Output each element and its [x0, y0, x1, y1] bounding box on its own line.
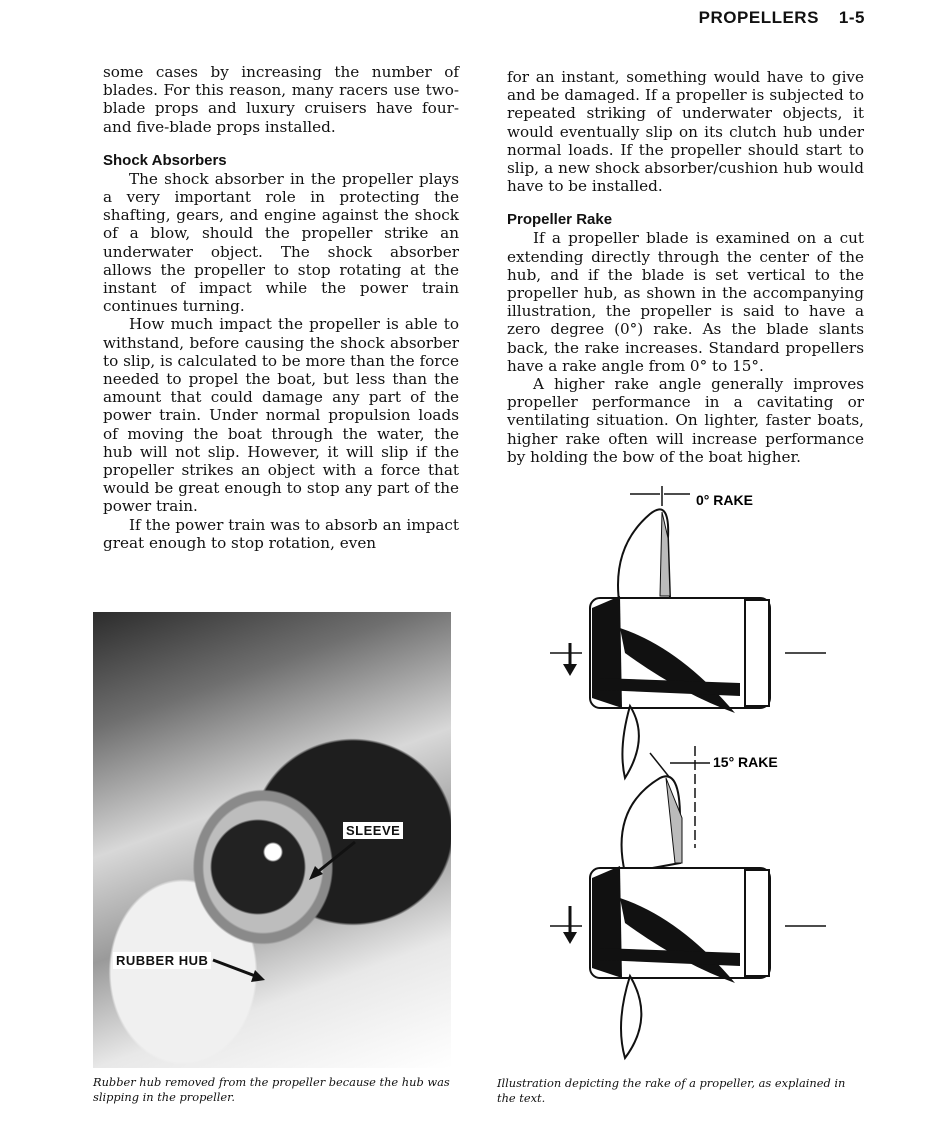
- page-number: 1-5: [838, 8, 865, 27]
- sleeve-label: SLEEVE: [343, 822, 403, 839]
- propeller-fifteen-rake: [550, 746, 826, 1058]
- rubber-hub-label: RUBBER HUB: [113, 952, 211, 969]
- propeller-zero-rake: [550, 486, 826, 778]
- page-header: [699, 8, 865, 28]
- propeller-rake-diagram: [530, 478, 860, 1068]
- right-paragraph-3: A higher rake angle generally improves propeller performance in a cavitating or ventilating situation. On lighter, faster boats, higher rake often will increase performance by holding the bow of the boat higher.: [507, 375, 864, 466]
- running-title: PROPELLERS: [698, 8, 819, 27]
- right-paragraph-1: for an instant, something would have to give and be damaged. If a propeller is subjected to repeated striking of underwater objects, it would eventually slip on its clutch hub under normal loads. If the propeller should start to slip, a new shock absorber/cushion hub would have to be installed.: [507, 68, 864, 196]
- right-paragraph-2: If a propeller blade is examined on a cut extending directly through the center of the hub, and if the blade is set vertical to the propeller hub, as shown in the accompanying illustration, the propeller is said to have a zero degree (0°) rake. As the blade slants back, the rake increases. Standard propellers have a rake angle from 0° to 15°.: [507, 229, 864, 375]
- left-column: [103, 63, 459, 552]
- callout-arrows: [93, 612, 451, 1068]
- zero-rake-label: 0° RAKE: [696, 492, 753, 508]
- left-paragraph-2: The shock absorber in the propeller plays a very important role in protecting the shafting, gears, and engine against the shock of a blow, should the propeller strike an underwater object. The shock absorber allows the propeller to stop rotating at the instant of impact while the power train continues turning.: [103, 169, 459, 316]
- right-column: [507, 68, 864, 466]
- left-paragraph-1: some cases by increasing the number of blades. For this reason, many racers use two-blade props and luxury cruisers have four- and five-blade props installed.: [103, 63, 459, 136]
- rubber-hub-photo: [93, 612, 451, 1068]
- heading-propeller-rake: Propeller Rake: [507, 211, 613, 229]
- left-paragraph-3: How much impact the propeller is able to withstand, before causing the shock absorber to slip, is calculated to be more than the force needed to propel the boat, but less than the amount that could damage any part of the power train. Under normal propulsion loads of moving the boat through the water, the hub will not slip. However, it will slip if the propeller strikes an object with a force that would be great enough to stop any part of the power train.: [103, 315, 459, 516]
- fifteen-rake-label: 15° RAKE: [713, 754, 778, 770]
- diagram-caption: Illustration depicting the rake of a propeller, as explained in the text.: [497, 1076, 846, 1105]
- photo-caption: Rubber hub removed from the propeller because the hub was slipping in the propeller.: [93, 1075, 450, 1104]
- left-paragraph-4: If the power train was to absorb an impact great enough to stop rotation, even: [103, 515, 459, 552]
- heading-shock-absorbers: Shock Absorbers: [103, 151, 227, 169]
